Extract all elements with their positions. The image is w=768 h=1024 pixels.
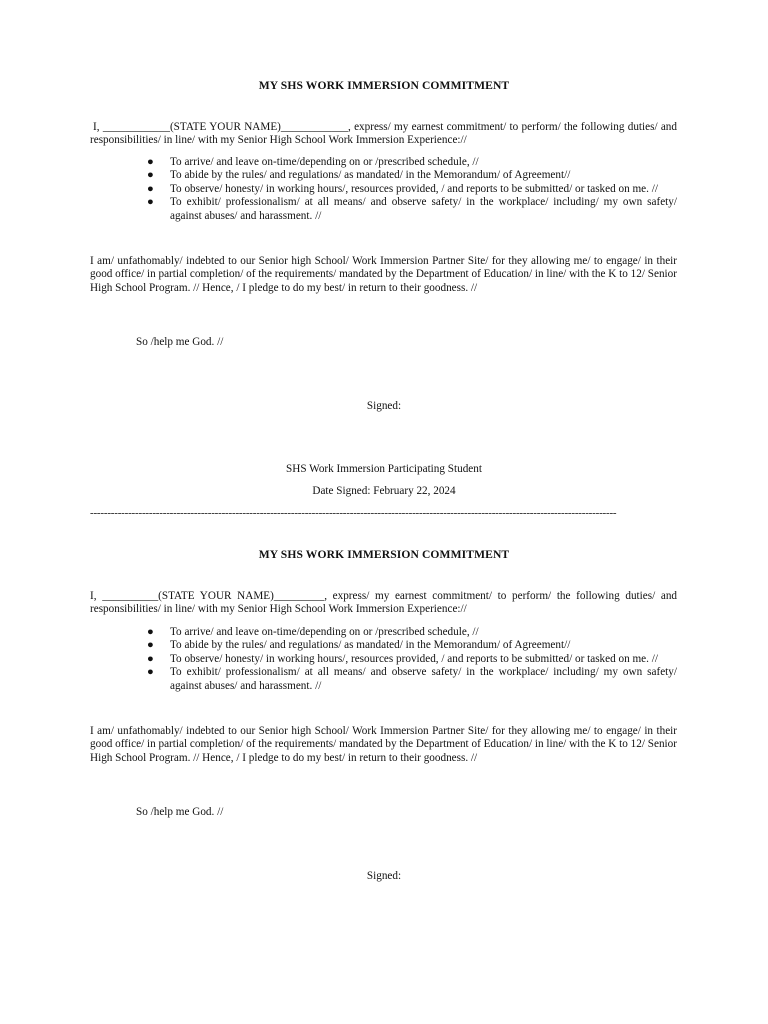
name-field: __________(STATE YOUR NAME)_________	[102, 590, 325, 602]
closing-prayer: So /help me God. //	[136, 336, 224, 348]
intro-prefix: I,	[93, 121, 100, 133]
list-item: ● To abide by the rules/ and regulations/ as mandated/ in the Memorandum/ of Agreement//	[147, 639, 571, 652]
list-item: ● To abide by the rules/ and regulations/ as mandated/ in the Memorandum/ of Agreement//	[147, 169, 571, 182]
date-signed: Date Signed: February 22, 2024	[312, 485, 456, 497]
signed-label: Signed:	[366, 870, 402, 882]
intro-prefix: I,	[90, 590, 97, 602]
bullet-icon: ●	[147, 169, 154, 182]
duties-list	[0, 156, 677, 223]
document-title: MY SHS WORK IMMERSION COMMITMENT	[258, 548, 510, 561]
intro-text: , express/ my earnest commitment/ to perform/ the following duties/ and responsibilities/ in line/ with my Senior High School Work Immersion Experience://	[90, 590, 678, 616]
document-title: MY SHS WORK IMMERSION COMMITMENT	[258, 79, 510, 92]
bullet-icon: ●	[147, 182, 154, 195]
list-item: ● To observe/ honesty/ in working hours/, resources provided, / and reports to be submitted/ or tasked on me. //	[147, 652, 658, 665]
list-item: ● To exhibit/ professionalism/ at all means/ and observe safety/ in the workplace/ including/ my own safety/ against abuses/ and harassment. //	[147, 196, 677, 222]
bullet-icon: ●	[147, 652, 154, 665]
commitment-intro	[90, 121, 677, 148]
list-item: ● To arrive/ and leave on-time/depending on or /prescribed schedule, //	[147, 156, 479, 168]
closing-prayer: So /help me God. //	[136, 806, 224, 818]
commitment-intro	[90, 590, 677, 617]
bullet-icon: ●	[147, 639, 154, 652]
bullet-icon: ●	[147, 626, 154, 638]
name-field: ____________(STATE YOUR NAME)____________	[102, 121, 348, 133]
bullet-icon: ●	[147, 156, 154, 168]
signer-role: SHS Work Immersion Participating Student	[286, 463, 482, 475]
bullet-icon: ●	[147, 196, 154, 209]
duties-list	[0, 626, 677, 693]
list-item: ● To observe/ honesty/ in working hours/, resources provided, / and reports to be submitted/ or tasked on me. //	[147, 182, 658, 195]
bullet-icon: ●	[147, 666, 154, 679]
signed-label: Signed:	[366, 400, 402, 412]
gratitude-paragraph: I am/ unfathomably/ indebted to our Senior high School/ Work Immersion Partner Site/ for they allowing me/ to engage/ in their good office/ in partial completion/ of the requirements/ mandated by the Department of Education/ in line/ with the K to 12/ Senior High School Program. // Hence, / I pledge to do my best/ in return to their goodness. //	[90, 725, 677, 764]
list-item: ● To exhibit/ professionalism/ at all means/ and observe safety/ in the workplace/ including/ my own safety/ against abuses/ and harassment. //	[147, 666, 677, 692]
list-item: ● To arrive/ and leave on-time/depending on or /prescribed schedule, //	[147, 626, 479, 638]
cut-line-divider: --------------------------------------------------------------------------------------------------------------------------------------------------------	[90, 507, 617, 519]
intro-text: , express/ my earnest commitment/ to perform/ the following duties/ and responsibilities/ in line/ with my Senior High School Work Immersion Experience://	[90, 121, 677, 147]
gratitude-paragraph: I am/ unfathomably/ indebted to our Senior high School/ Work Immersion Partner Site/ for they allowing me/ to engage/ in their good office/ in partial completion/ of the requirements/ mandated by the Department of Education/ in line/ with the K to 12/ Senior High School Program. // Hence, / I pledge to do my best/ in return to their goodness. //	[90, 255, 677, 294]
